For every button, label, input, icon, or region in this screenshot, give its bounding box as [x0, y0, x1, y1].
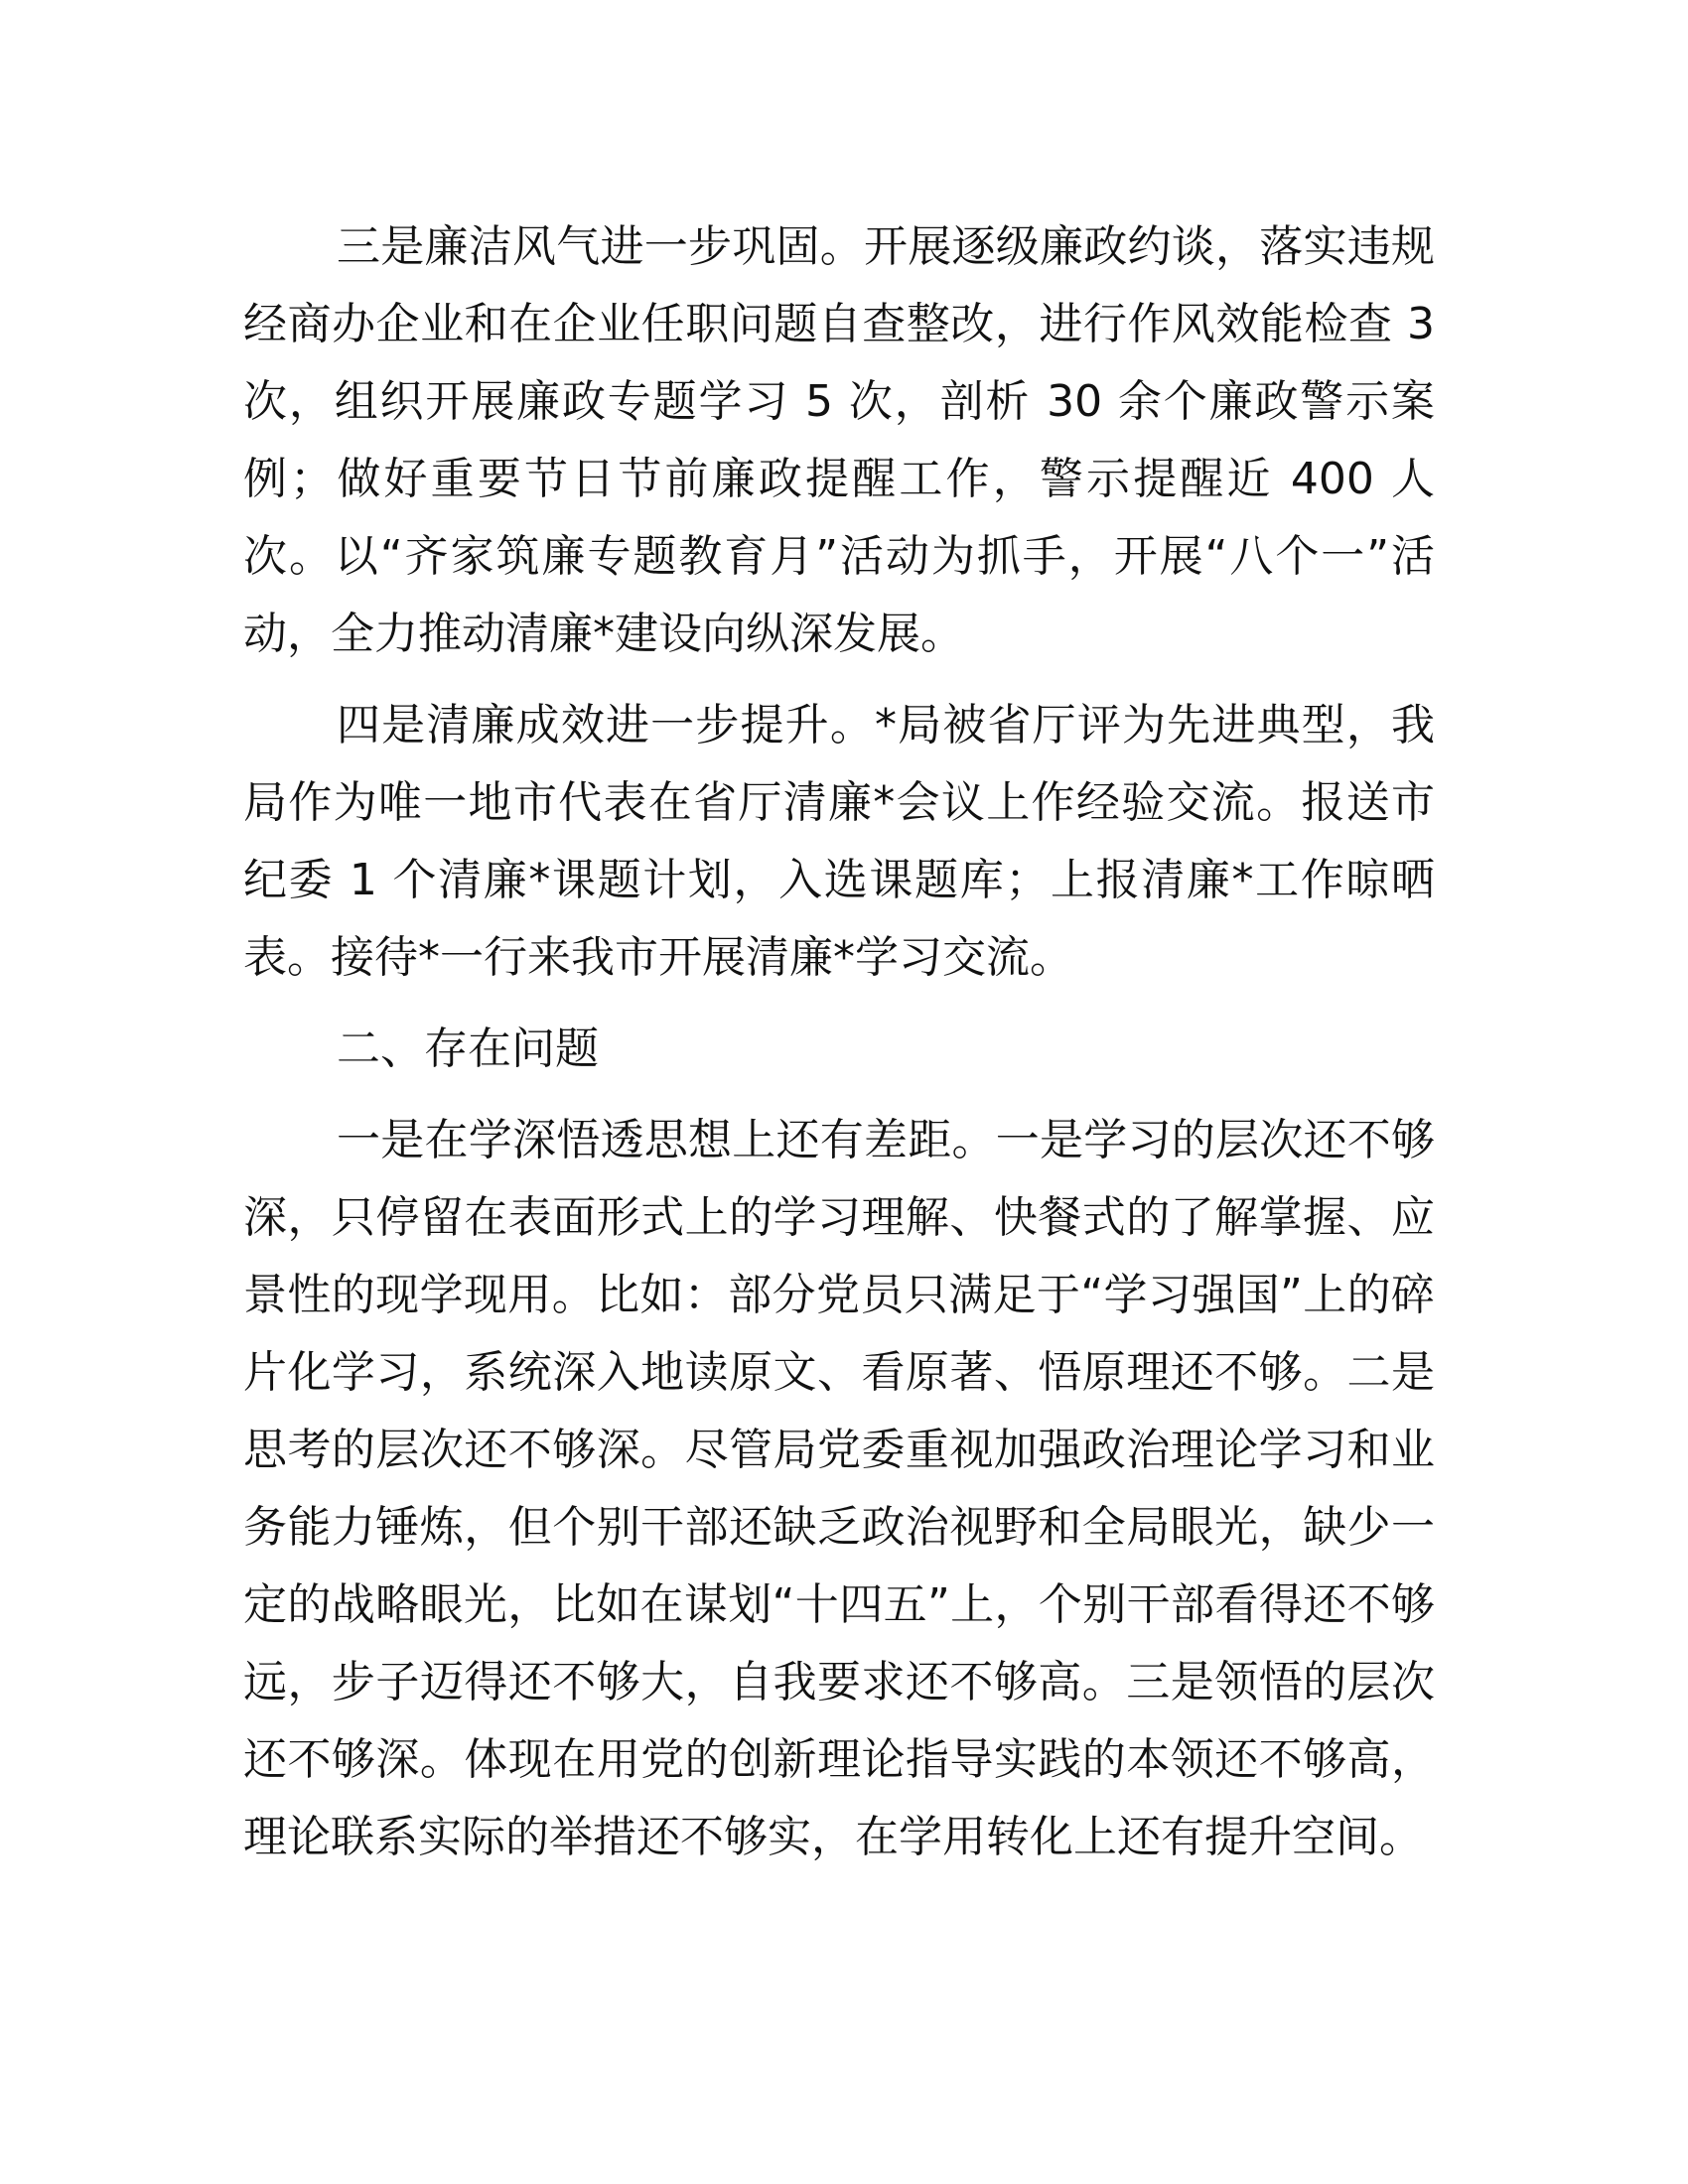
- paragraph-integrity-atmosphere: 三是廉洁风气进一步巩固。开展逐级廉政约谈，落实违规经商办企业和在企业任职问题自查整改，进行作风效能检查 3 次，组织开展廉政专题学习 5 次，剖析 30 余个廉政警示案例；做好重要节日节前廉政提醒工作，警示提醒近 400 人次。以“齐家筑廉专题教育月”活动为抓手，开展“八个一”活动，全力推动清廉*建设向纵深发展。: [243, 221, 1435, 659]
- paragraph-study-gap: 一是在学深悟透思想上还有差距。一是学习的层次还不够深，只停留在表面形式上的学习理解、快餐式的了解掌握、应景性的现学现用。比如：部分党员只满足于“学习强国”上的碎片化学习，系统深入地读原文、看原著、悟原理还不够。二是思考的层次还不够深。尽管局党委重视加强政治理论学习和业务能力锤炼，但个别干部还缺乏政治视野和全局眼光，缺少一定的战略眼光，比如在谋划“十四五”上，个别干部看得还不够远，步子迈得还不够大，自我要求还不够高。三是领悟的层次还不够深。体现在用党的创新理论指导实践的本领还不够高，理论联系实际的举措还不够实，在学用转化上还有提升空间。: [243, 1115, 1435, 1862]
- section-heading-existing-problems: 二、存在问题: [337, 1024, 599, 1074]
- document-page: [243, 208, 1435, 1890]
- paragraph-integrity-results: 四是清廉成效进一步提升。*局被省厅评为先进典型，我局作为唯一地市代表在省厅清廉*会议上作经验交流。报送市纪委 1 个清廉*课题计划，入选课题库；上报清廉*工作晾晒表。接待*一行来我市开展清廉*学习交流。: [243, 700, 1435, 983]
